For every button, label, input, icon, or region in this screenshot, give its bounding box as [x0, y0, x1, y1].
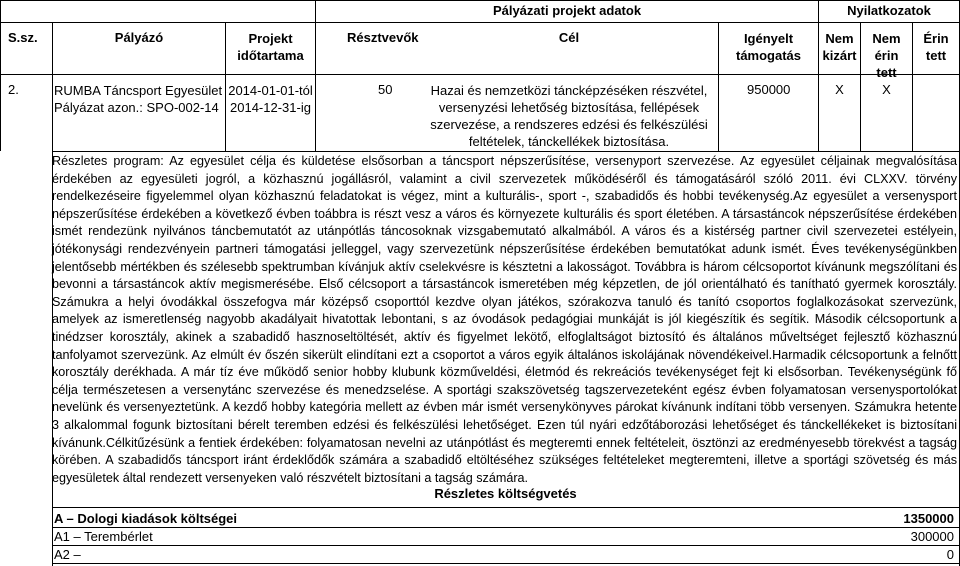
- cost-amount: 0: [946, 547, 954, 562]
- col-header-nem-erintett-line1: Nem: [872, 31, 901, 46]
- header-bottom-border: [0, 74, 960, 75]
- col-header-ssz: S.sz.: [8, 30, 38, 45]
- row-number: 2.: [8, 82, 19, 97]
- program-top-border: [52, 151, 960, 152]
- detailed-program: [52, 153, 957, 487]
- col-header-erintett-line1: Érin: [923, 31, 949, 46]
- col-header-resztvevok: Résztvevők: [347, 30, 419, 45]
- requested-amount: 950000: [747, 82, 791, 97]
- cost-row-divider: [52, 563, 960, 564]
- goal-line: szervezése, a rendszeres edzési és felkészülési: [430, 117, 708, 132]
- header-divider: [0, 22, 960, 23]
- col-header-nem-erintett-line2: érin: [874, 48, 899, 63]
- applicant-name: RUMBA Táncsport Egyesület: [54, 83, 223, 98]
- cost-row-divider: [52, 527, 960, 528]
- col-header-erintett: [913, 30, 959, 64]
- project-goal: [420, 82, 718, 150]
- cost-top-border: [52, 507, 960, 508]
- col-header-erintett-line2: tett: [925, 48, 947, 63]
- col-header-projekt-line2: időtartama: [237, 48, 304, 63]
- col-divider: [315, 0, 316, 151]
- cost-label: A2 –: [54, 547, 81, 562]
- group-header-declarations: Nyilatkozatok: [847, 3, 931, 18]
- col-header-igenyelt-line2: támogatás: [735, 48, 802, 63]
- goal-line: versenyzési lehetőség biztosítása, fellépések: [438, 100, 700, 115]
- cost-title: Részletes költségvetés: [434, 486, 577, 501]
- cost-row-divider: [52, 545, 960, 546]
- goal-line: feltételek, tánckellékek biztosítása.: [468, 134, 670, 149]
- left-border: [0, 0, 1, 151]
- col-header-nem-kizart-line1: Nem: [825, 31, 854, 46]
- mark-nem-kizart: X: [835, 82, 844, 97]
- applicant: [54, 82, 224, 116]
- col-header-nem-kizart-line2: kizárt: [822, 48, 857, 63]
- program-label: Részletes program:: [52, 154, 170, 168]
- table-top-border: [0, 0, 960, 1]
- col-header-igenyelt: [719, 30, 818, 64]
- col-header-projekt: [226, 30, 315, 64]
- program-text: Az egyesület célja és küldetése elsősorban a táncsport népszerűsítése, versenyport szervezése. Az egyesület céljainak megvalósítása érdekében az egyesületi jogról, a közhasznú jogállásról, valamint a civil szervezetek működéséről és támogatásáról szóló 2011. évi CLXXV. törvény rendelkezéseire figyelemmel olyan közhasznú feladatokat is végez, mint a kulturális-, sport -, szabadidős és hobbi tevékenység.Az egyesület a versenysport népszerűsítése érdekében a következő évben toábbra is részt vesz a város és környezete kulturális és sport életében. A társastáncok népszerűsítése érdekében ismét rendezünk nyilvános táncbemutatót az utánpótlás táncosoknak vizsgabemutató alkalmából. A város és a kistérség partner civil szervezetei estélyein, jótékonysági rendezvényein partneri támogatási jelleggel, vagy szervezetünk népszerűsítése érdekében bemutatókat adunk ismét. Éves tevékenységünkben jelentősebb mértékben és szélesebb spektrumban kívánjuk aktív cselekvésre is késztetni a lakosságot. Továbbra is három célcsoportot kívánunk megszólítani és bevonni a társastáncok aktív megismerésébe. Első célcsoport a társastáncok ismeretében még képzetlen, de jól orientálható és tanítható gyermek korosztály. Számukra a helyi óvodákkal összefogva már középső csoporttól kezdve olyan játékos, szórakozva tanuló és tanító csoportos foglalkozásokat szervezünk, amelyek az ismeretlenség nagyobb akadályait hivatottak lebontani, s az óvodások pedagógiai munkáját is jól kiegészítik és segítik. Második célcsoportunk a tinédzser korosztály, akinek a szabadidő hasznoseltöltését, aktív és figyelmet lekötő, elfoglaltságot biztosító és általános műveltséget fejlesztő közhasznú tanfolyamot szervezünk. Az elmúlt év őszén sikerült elindítani ezt a csoportot a város egyik általános iskolájának növendékeivel.Harmadik célcsoportunk a felnőtt korosztály derékhada. A már tíz éve működő senior hobby klubunk közműveldési, életmód és rekreációs tevékenységet fejt ki elsősorban. Tevékenységünk fő célja természetesen a versenytánc szervezése és menedzselése. A sportági szakszövetség tagszervezeteként egész évben folyamatosan versenysportolókat nevelünk és versenyeztetünk. A kezdő hobby kategória mellett az évben már ismét versenykönyves párokat kívánunk indítani több versenyen. Számukra hetente 3 alkalommal fogunk biztosítani bérelt teremben edzési és felkészülési lehetőséget. Ezen túl nyári edzőtáborozási lehetőséget és tánckellékeket is biztosítani kívánunk.Célkitűzésünk a fentiek érdekében: folyamatosan nevelni az utánpótlást és megteremti ennek feltételeit, ösztönzi az eredményesebb törekvést a tagság körében. A szabadidős táncsport iránt érdeklődők számára a szabadidő eltöltéséhez szükséges feltételeket megteremteni, illetve a sportági szövetség és más egyesületek által rendezett versenyeken való részvételt biztosítani a tagság számára.: [52, 154, 957, 485]
- goal-line: Hazai és nemzetközi táncképzéséken részvétel,: [430, 83, 708, 98]
- col-header-nem-kizart: [819, 30, 860, 64]
- cost-label: A – Dologi kiadások költségei: [54, 511, 238, 526]
- col-header-palyazo: Pályázó: [114, 30, 164, 45]
- group-header-project: Pályázati projekt adatok: [492, 3, 642, 18]
- col-header-cel: Cél: [558, 30, 580, 45]
- participants-count: 50: [378, 82, 393, 97]
- col-divider: [818, 0, 819, 151]
- col-header-igenyelt-line1: Igényelt: [743, 31, 794, 46]
- col-header-projekt-line1: Projekt: [248, 31, 293, 46]
- col-header-nem-erintett: [861, 30, 912, 81]
- cost-amount: 300000: [910, 529, 954, 544]
- project-period: [226, 82, 315, 116]
- cost-label: A1 – Terembérlet: [54, 529, 153, 544]
- col-header-nem-erintett-line3: tett: [876, 65, 897, 80]
- period-end: 2014-12-31-ig: [230, 100, 311, 115]
- period-start: 2014-01-01-tól: [228, 83, 313, 98]
- mark-nem-erintett: X: [882, 82, 891, 97]
- applicant-id: Pályázat azon.: SPO-002-14: [54, 100, 219, 115]
- cost-amount: 1350000: [903, 511, 954, 526]
